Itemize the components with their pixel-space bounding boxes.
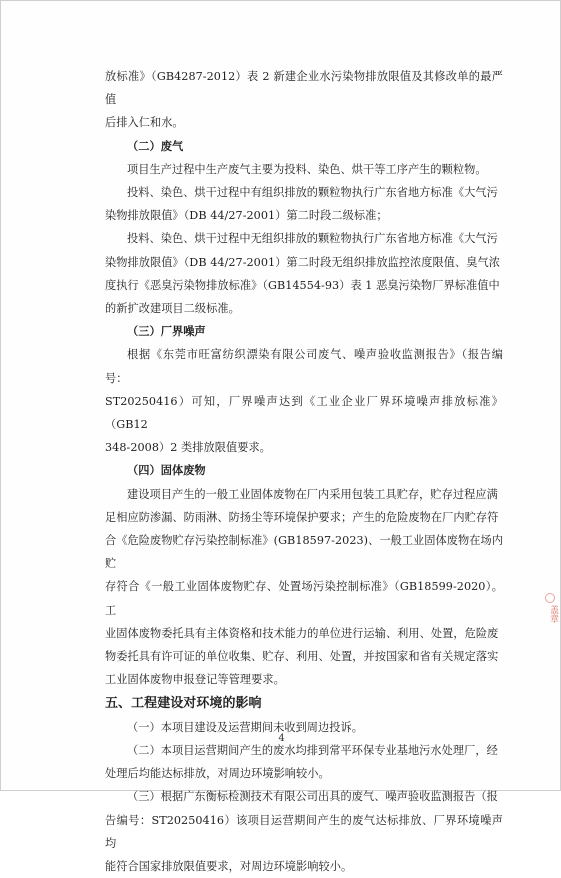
text-line: （一）本项目建设及运营期间未收到周边投诉。 bbox=[127, 720, 363, 734]
text-line: 业固体废物委托具有主体资格和技术能力的单位进行运输、利用、处置，危险废 bbox=[105, 626, 499, 640]
text-line: 放标准》（GB4287-2012）表 2 新建企业水污染物排放限值及其修改单的最严值 bbox=[105, 70, 503, 107]
section-heading: 五、工程建设对环境的影响 bbox=[105, 696, 262, 712]
subsection-heading: （二）废气 bbox=[127, 138, 184, 153]
seal-stamp: 盖章 bbox=[548, 605, 558, 623]
text-line: 投料、染色、烘干过程中无组织排放的颗粒物执行广东省地方标准《大气污 bbox=[127, 232, 498, 246]
text-line: 染物排放限值》（DB 44/27-2001）第二时段二级标准； bbox=[105, 209, 388, 223]
text-line: 处理后均能达标排放，对周边环境影响较小。 bbox=[105, 767, 330, 781]
text-line: 根据《东莞市旺富纺织漂染有限公司废气、噪声验收监测报告》（报告编号： bbox=[105, 348, 503, 385]
page-number: 4 bbox=[278, 733, 285, 744]
text-line: 告编号：ST20250416）该项目运营期间产生的废气达标排放、厂界环境噪声均 bbox=[105, 813, 503, 850]
text-line: 工业固体废物申报登记等管理要求。 bbox=[105, 673, 285, 687]
text-line: 能符合国家排放限值要求，对周边环境影响较小。 bbox=[105, 859, 353, 873]
text-line: 的新扩改建项目二级标准。 bbox=[105, 302, 240, 316]
seal-mark bbox=[545, 593, 555, 603]
text-line: 投料、染色、烘干过程中有组织排放的颗粒物执行广东省地方标准《大气污 bbox=[127, 186, 498, 200]
text-line: 348-2008）2 类排放限值要求。 bbox=[105, 441, 271, 455]
subsection-heading: （三）厂界噪声 bbox=[127, 324, 206, 339]
subsection-heading: （四）固体废物 bbox=[127, 463, 206, 478]
text-line: 物委托具有许可证的单位收集、贮存、利用、处置，并按国家和省有关规定落实 bbox=[105, 650, 499, 664]
text-line: 染物排放限值》（DB 44/27-2001）第二时段无组织排放监控浓度限值、臭气浓 bbox=[105, 255, 500, 269]
text-line: 足相应防渗漏、防雨淋、防扬尘等环境保护要求；产生的危险废物在厂内贮存符 bbox=[105, 510, 499, 524]
text-line: 后排入仁和水。 bbox=[105, 116, 184, 130]
text-line: 度执行《恶臭污染物排放标准》（GB14554-93）表 1 恶臭污染物厂界标准值中 bbox=[105, 278, 500, 292]
text-line: （三）根据广东衡标检测技术有限公司出具的废气、噪声验收监测报告（报 bbox=[127, 790, 498, 804]
text-line: ST20250416）可知，厂界噪声达到《工业企业厂界环境噪声排放标准》（GB12 bbox=[105, 394, 503, 432]
page-body bbox=[105, 65, 503, 878]
text-line: 项目生产过程中生产废气主要为投料、染色、烘干等工序产生的颗粒物。 bbox=[127, 162, 487, 176]
text-line: 存符合《一般工业固体废物贮存、处置场污染控制标准》（GB18599-2020）。工 bbox=[105, 580, 503, 617]
text-line: 合《危险废物贮存污染控制标准》(GB18597-2023)、一般工业固体废物在场内贮 bbox=[105, 534, 503, 571]
text-line: （二）本项目运营期间产生的废水均排到常平环保专业基地污水处理厂，经 bbox=[127, 743, 498, 757]
text-line: 建设项目产生的一般工业固体废物在厂内采用包装工具贮存，贮存过程应满 bbox=[127, 487, 498, 501]
